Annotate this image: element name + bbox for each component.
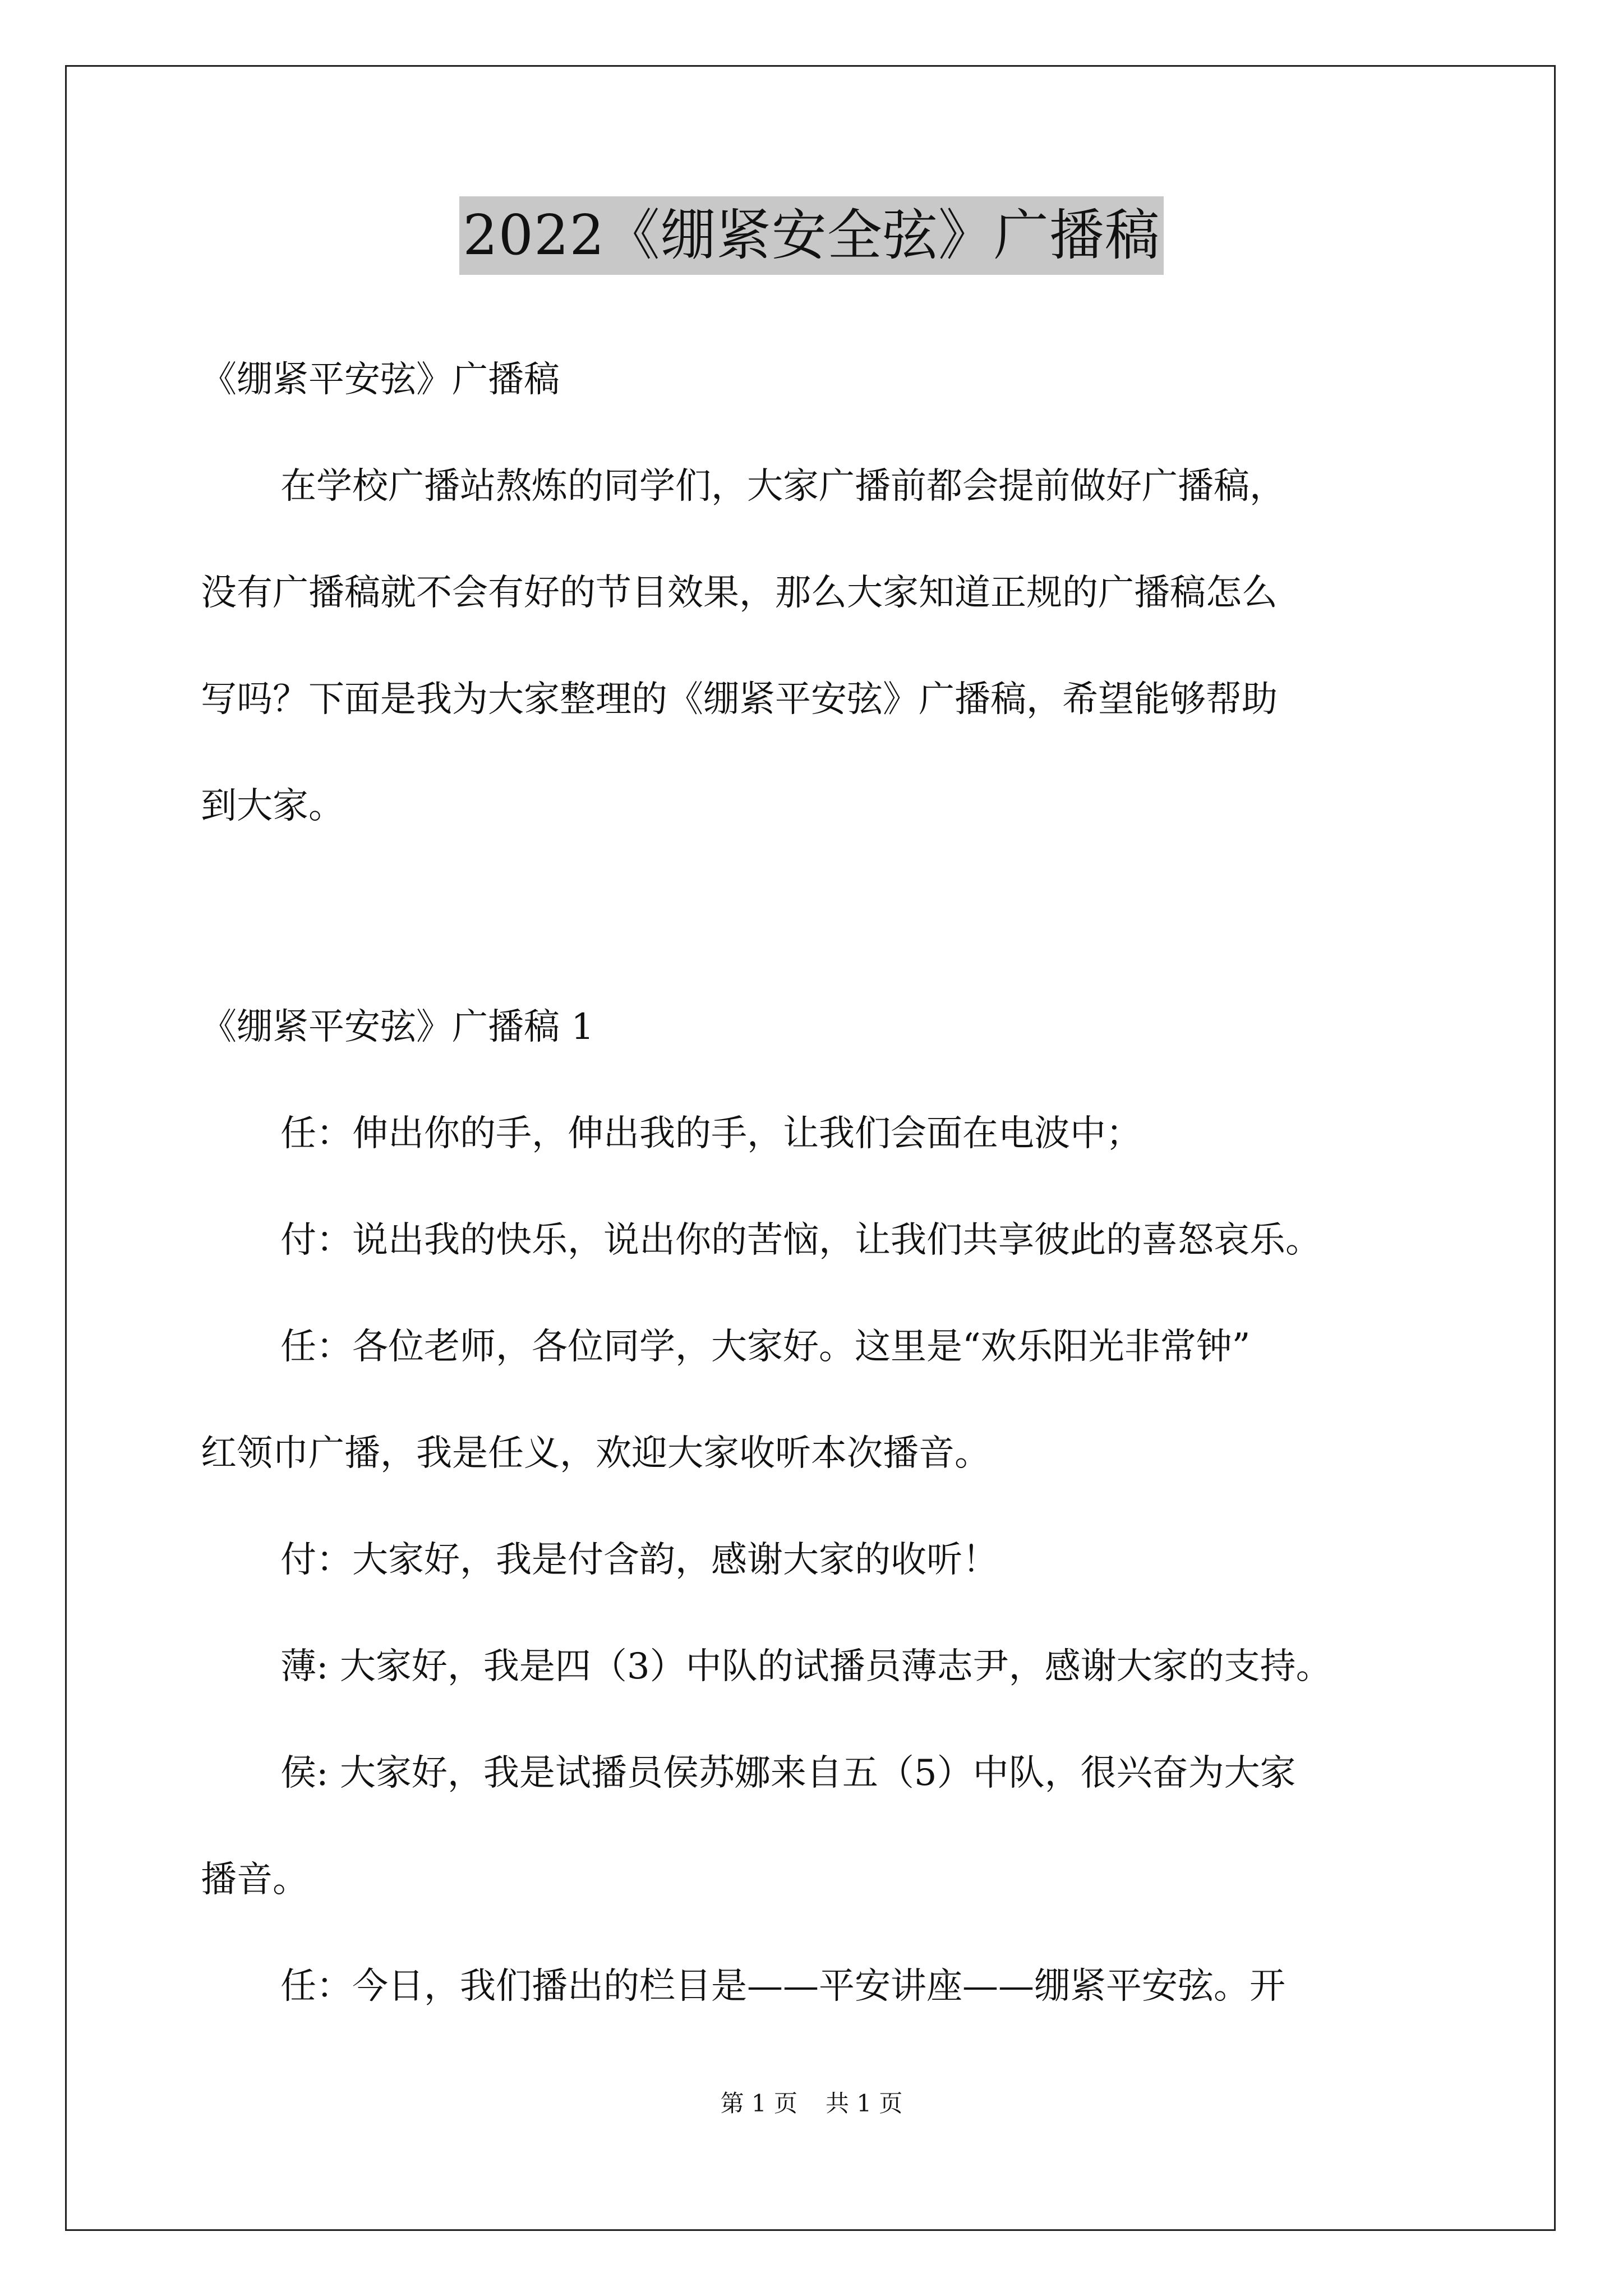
section-heading: 《绷紧平安弦》广播稿 1 [201, 1006, 594, 1048]
document-title: 2022《绷紧安全弦》广播稿 [459, 196, 1163, 275]
body-line-6: 薄: 大家好，我是四（3）中队的试播员薄志尹，感谢大家的支持。 [280, 1646, 1332, 1687]
intro-line-3: 写吗？下面是我为大家整理的《绷紧平安弦》广播稿，希望能够帮助 [201, 679, 1278, 720]
subtitle: 《绷紧平安弦》广播稿 [201, 359, 560, 401]
intro-line-2: 没有广播稿就不会有好的节目效果，那么大家知道正规的广播稿怎么 [201, 572, 1278, 614]
body-line-3: 任：各位老师，各位同学，大家好。这里是“欢乐阳光非常钟” [280, 1326, 1251, 1368]
intro-line-1: 在学校广播站熬炼的同学们，大家广播前都会提前做好广播稿， [280, 466, 1285, 507]
body-line-8: 播音。 [201, 1859, 308, 1901]
body-line-5: 付：大家好，我是付含韵，感谢大家的收听！ [280, 1539, 998, 1581]
body-line-4: 红领巾广播，我是任义，欢迎大家收听本次播音。 [201, 1433, 990, 1474]
intro-line-4: 到大家。 [201, 785, 344, 827]
page-footer [0, 2087, 1623, 2120]
body-line-9: 任：今日，我们播出的栏目是——平安讲座——绷紧平安弦。开 [280, 1966, 1285, 2007]
body-line-1: 任：伸出你的手，伸出我的手，让我们会面在电波中； [280, 1113, 1142, 1154]
body-line-7: 侯: 大家好，我是试播员侯苏娜来自五（5）中队，很兴奋为大家 [280, 1752, 1296, 1794]
body-line-2: 付：说出我的快乐，说出你的苦恼，让我们共享彼此的喜怒哀乐。 [280, 1220, 1321, 1261]
page-total: 共 1 页 [826, 2090, 903, 2117]
title-container [0, 196, 1623, 275]
page-number: 第 1 页 [720, 2090, 797, 2117]
